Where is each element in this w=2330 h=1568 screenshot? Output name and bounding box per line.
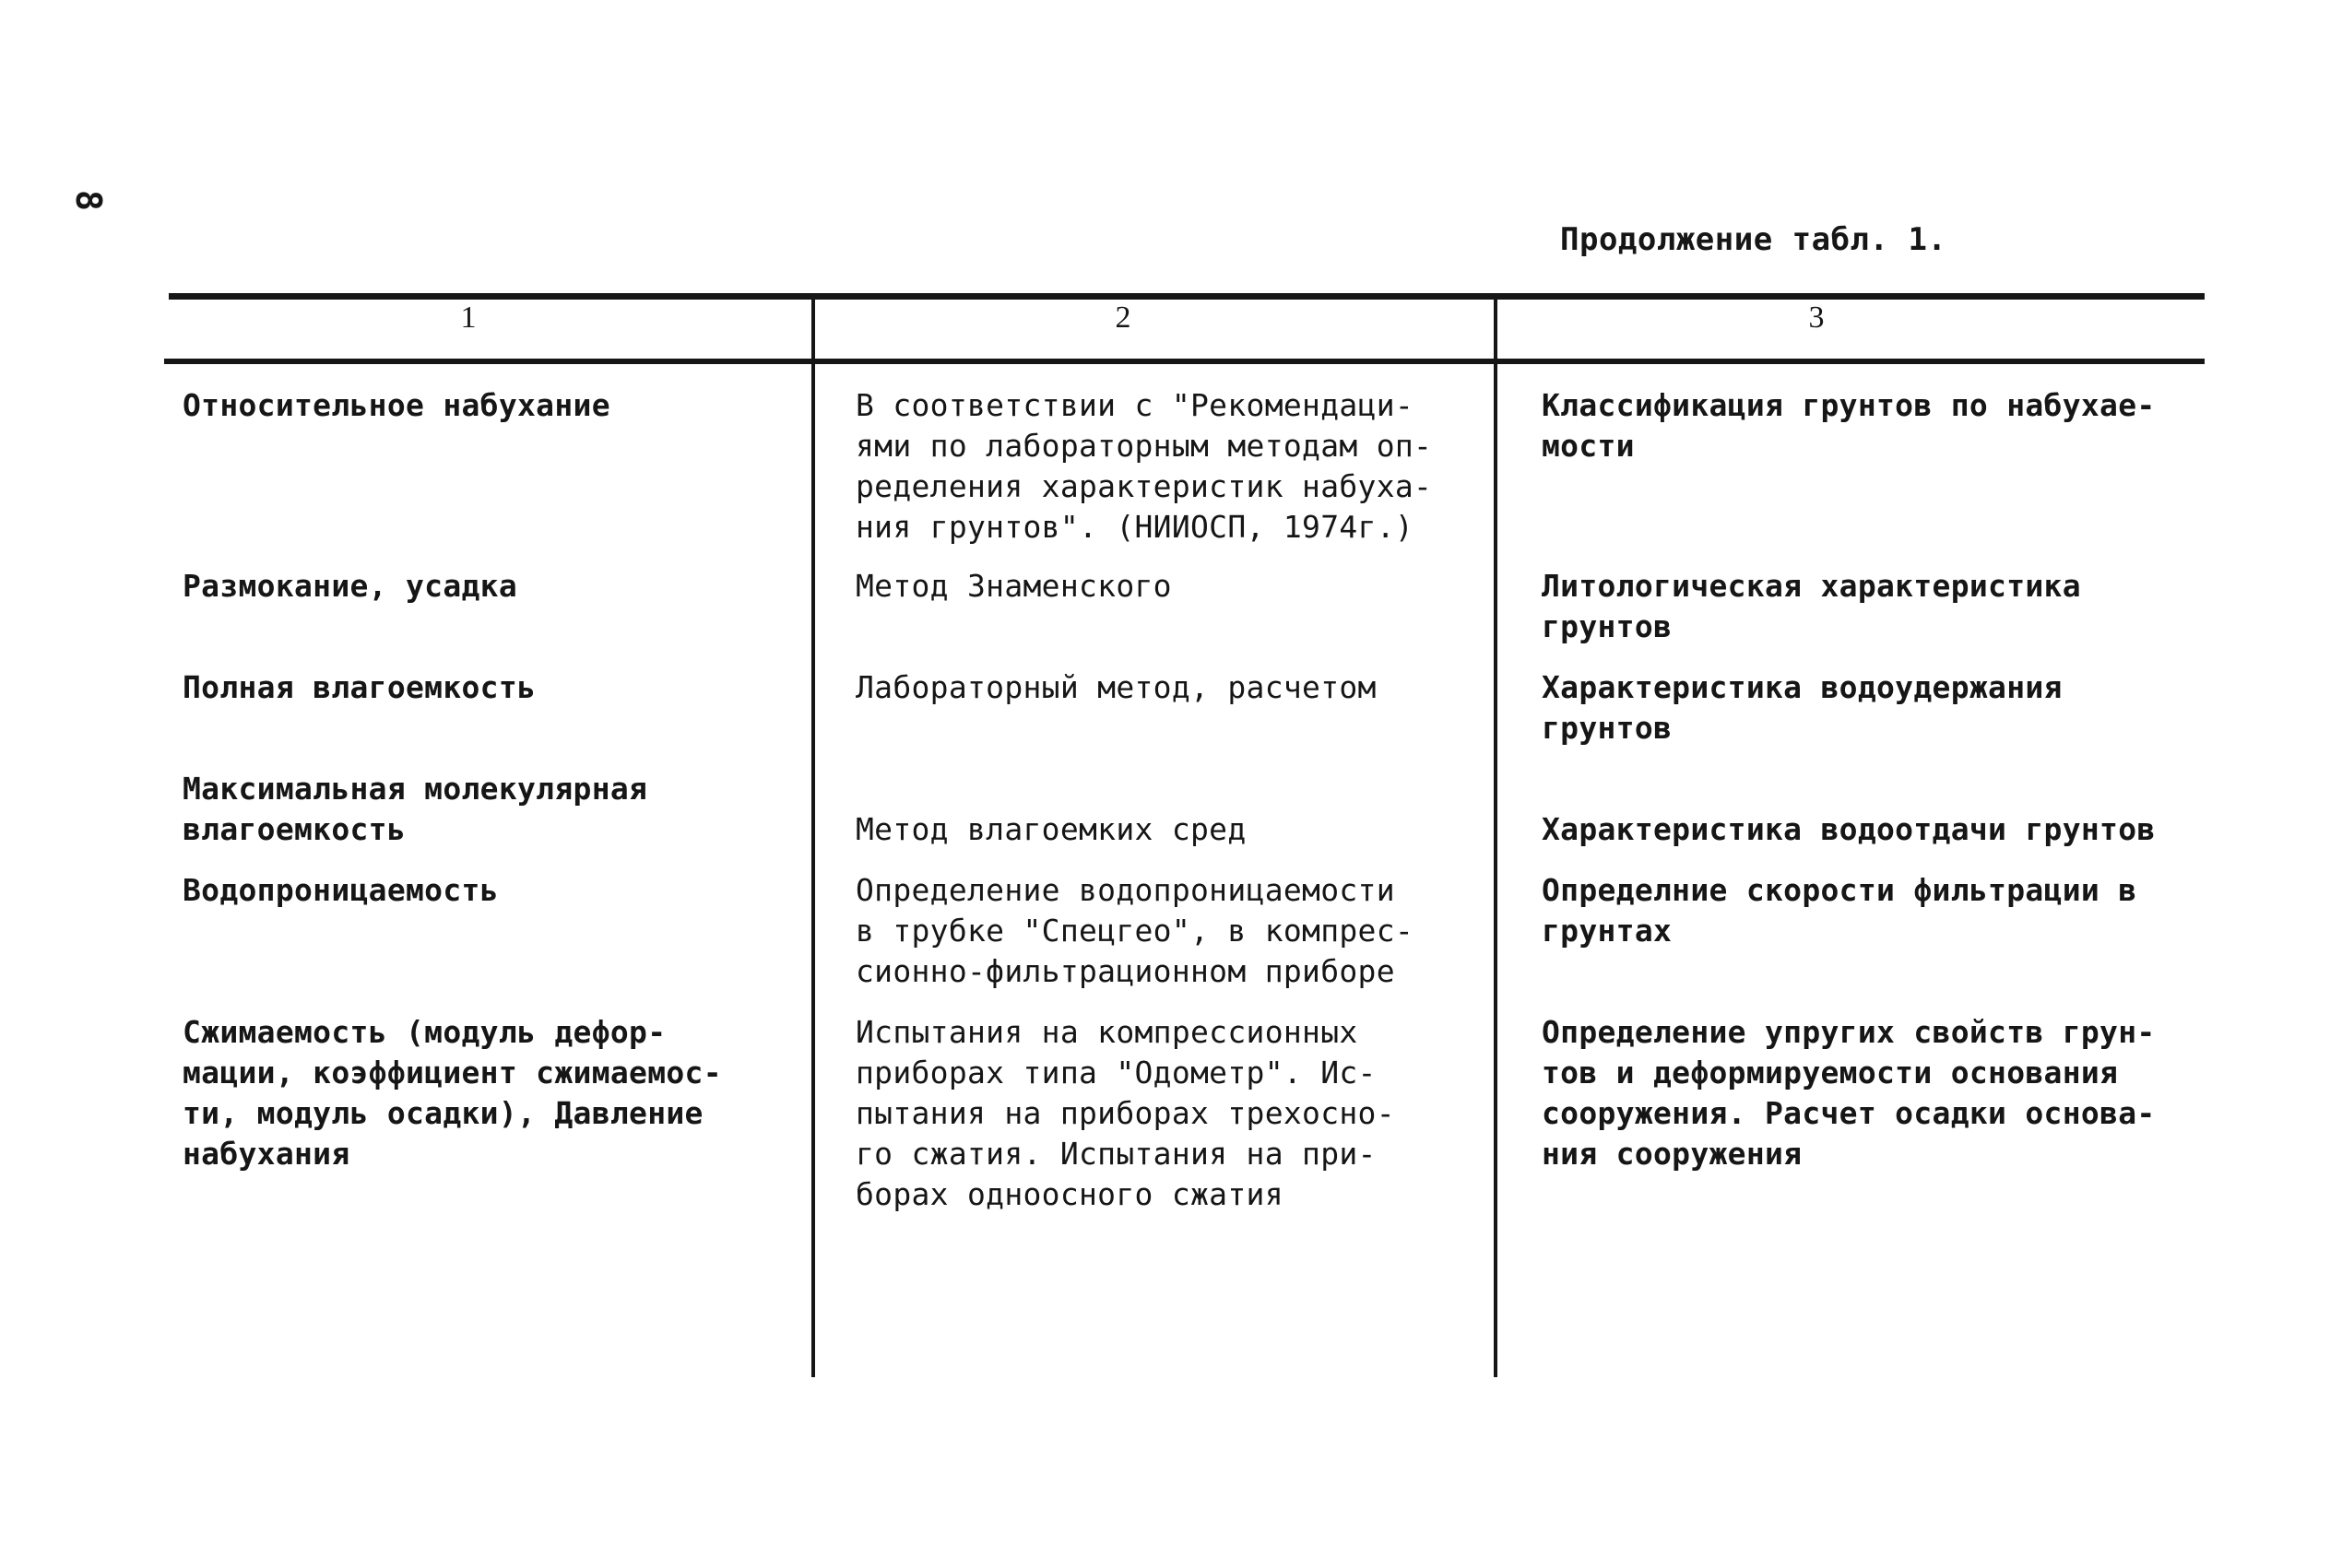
table-continuation-label: Продолжение табл. 1.	[1560, 221, 1947, 258]
table-cell-property: Сжимаемость (модуль дефор- мации, коэффициент сжимаемос- ти, модуль осадки), Давление набухания	[183, 1014, 722, 1172]
column-number-2: 2	[1115, 301, 1131, 335]
column-number-3: 3	[1808, 301, 1825, 335]
table-cell-method: Испытания на компрессионных приборах типа "Одометр". Ис- пытания на приборах трехосно- го сжатия. Испытания на при- борах одноосного сжатия	[856, 1014, 1395, 1212]
table-cell-purpose: Классификация грунтов по набухае- мости	[1542, 387, 2156, 464]
table-cell-property: Водопроницаемость	[183, 872, 499, 908]
column-divider-2	[1494, 297, 1497, 1377]
table-cell-property: Полная влагоемкость	[183, 669, 537, 705]
table-cell-purpose: Определение упругих свойств грун- тов и деформируемости основания сооружения. Расчет осадки основа- ния сооружения	[1542, 1014, 2156, 1172]
table-cell-purpose: Характеристика водоудержания грунтов	[1542, 669, 2063, 746]
table-top-rule	[169, 293, 2205, 300]
table-cell-method: Метод Знаменского	[856, 568, 1172, 604]
column-number-1: 1	[460, 301, 477, 335]
table-cell-purpose: Определние скорости фильтрации в грунтах	[1542, 872, 2137, 949]
table-cell-method: В соответствии с "Рекомендаци- ями по лабораторным методам оп- ределения характеристик набуха- ния грунтов". (НИИОСП, 1974г.)	[856, 387, 1433, 545]
table-cell-property: Относительное набухание	[183, 387, 610, 423]
table-cell-method: Определение водопроницаемости в трубке "Спецгео", в компрес- сионно-фильтрационном приборе	[856, 872, 1414, 989]
table-cell-method: Метод влагоемких сред	[856, 811, 1247, 847]
page-number: 8	[68, 190, 109, 211]
table-cell-property: Размокание, усадка	[183, 568, 518, 604]
column-divider-1	[811, 297, 815, 1377]
table-cell-purpose: Характеристика водоотдачи грунтов	[1542, 811, 2156, 847]
table-cell-method: Лабораторный метод, расчетом	[856, 669, 1377, 705]
table-cell-purpose: Литологическая характеристика грунтов	[1542, 568, 2081, 644]
table-header-rule	[164, 359, 2205, 364]
table-cell-property: Максимальная молекулярная влагоемкость	[183, 771, 648, 847]
